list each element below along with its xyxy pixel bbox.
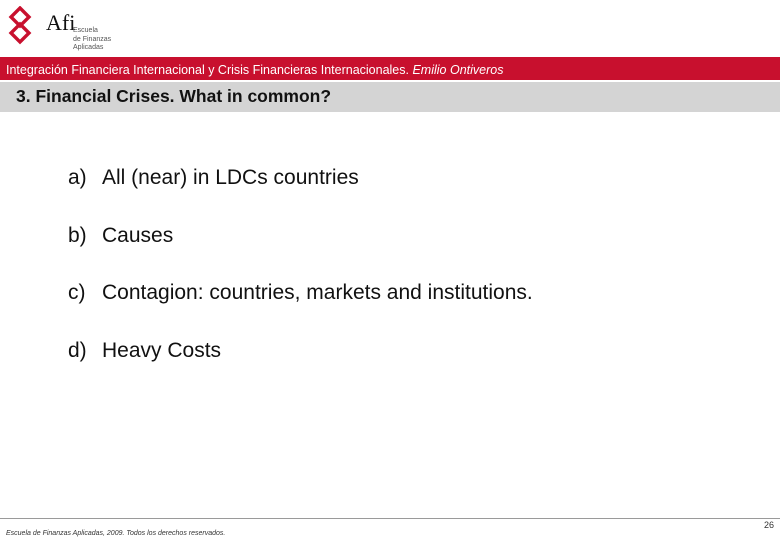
- author-name: Emilio Ontiveros: [412, 63, 504, 77]
- item-letter: a): [68, 166, 87, 189]
- item-letter: b): [68, 223, 87, 247]
- afi-logo: [6, 6, 116, 52]
- item-letter: d): [68, 338, 87, 362]
- item-text: Heavy Costs: [102, 338, 222, 362]
- page-number: 26: [763, 520, 774, 530]
- footer-copyright: Escuela de Finanzas Aplicadas, 2009. Todos los derechos reservados.: [6, 530, 226, 537]
- course-title: Integración Financiera Internacional y Crisis Financieras Internacionales.: [6, 63, 409, 77]
- list-item: [68, 224, 768, 282]
- item-letter: c): [68, 281, 86, 304]
- course-header: [6, 63, 776, 77]
- logo-subtitle: Escuela de Finanzas Aplicadas: [73, 27, 112, 51]
- item-text: All (near) in LDCs countries: [102, 166, 359, 189]
- afi-knot-logo-icon: [6, 6, 34, 46]
- item-text: Contagion: countries, markets and institutions.: [102, 281, 533, 304]
- bullet-list: [68, 166, 768, 396]
- footer-divider: [0, 518, 780, 519]
- item-text: Causes: [102, 223, 174, 247]
- list-item: [68, 339, 768, 397]
- list-item: [68, 281, 768, 339]
- logo-wordmark: Afi: [46, 10, 76, 35]
- slide-title: 3. Financial Crises. What in common?: [16, 86, 332, 106]
- list-item: [68, 166, 768, 224]
